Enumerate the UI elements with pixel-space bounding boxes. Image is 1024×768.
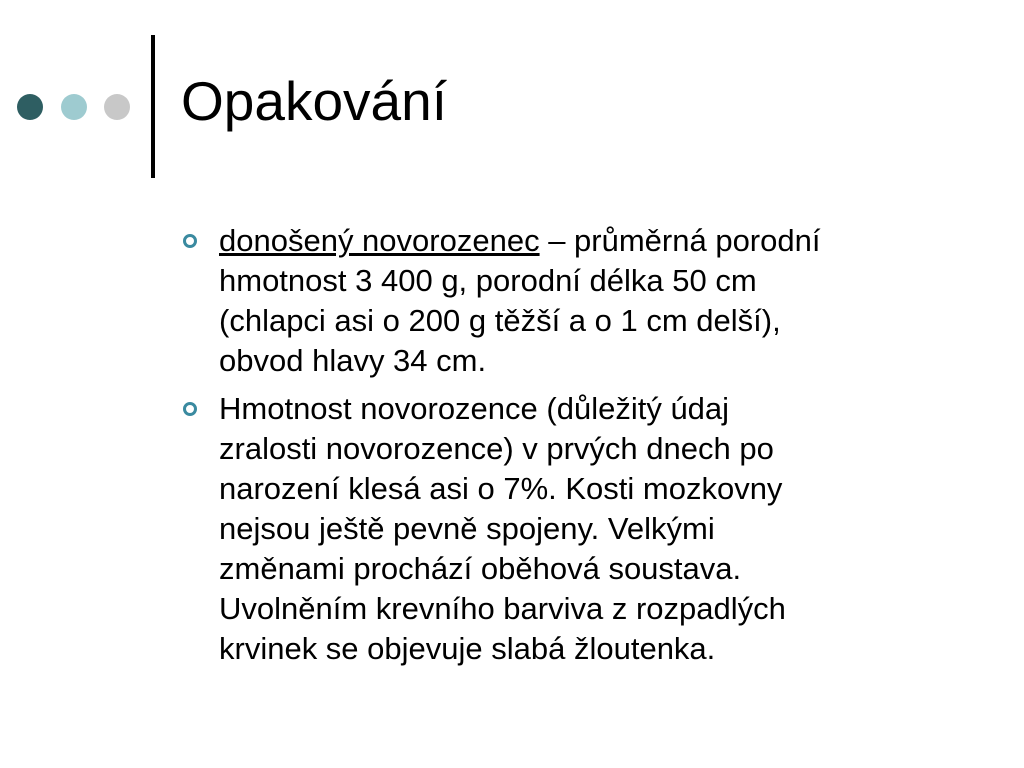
decorative-dot-gray xyxy=(104,94,130,120)
decorative-dot-light xyxy=(61,94,87,120)
bullet-2-line-4: nejsou ještě pevně spojeny. Velkými xyxy=(219,511,715,546)
slide-title: Opakování xyxy=(181,70,448,132)
bullet-2-line-1: Hmotnost novorozence (důležitý údaj xyxy=(219,391,730,426)
bullet-1-line-3: (chlapci asi o 200 g těžší a o 1 cm delší), xyxy=(219,303,781,338)
bullet-circle-icon xyxy=(183,402,197,416)
decorative-dot-dark xyxy=(17,94,43,120)
bullet-item-1 xyxy=(183,221,963,381)
title-divider xyxy=(151,35,155,178)
bullet-list xyxy=(183,221,963,677)
bullet-1-line-1 xyxy=(219,221,963,261)
bullet-2-line-3: narození klesá asi o 7%. Kosti mozkovny xyxy=(219,471,783,506)
bullet-1-line-2: hmotnost 3 400 g, porodní délka 50 cm xyxy=(219,263,757,298)
underlined-term-link[interactable]: donošený novorozenec xyxy=(219,223,540,258)
bullet-1-line-4: obvod hlavy 34 cm. xyxy=(219,343,487,378)
bullet-2-line-7: krvinek se objevuje slabá žloutenka. xyxy=(219,631,716,666)
bullet-circle-icon xyxy=(183,234,197,248)
bullet-1-line-1-text: – průměrná porodní xyxy=(539,223,821,258)
bullet-2-line-6: Uvolněním krevního barviva z rozpadlých xyxy=(219,591,786,626)
bullet-2-line-5: změnami prochází oběhová soustava. xyxy=(219,551,742,586)
bullet-2-line-2: zralosti novorozence) v prvých dnech po xyxy=(219,431,774,466)
bullet-item-2 xyxy=(183,389,963,669)
